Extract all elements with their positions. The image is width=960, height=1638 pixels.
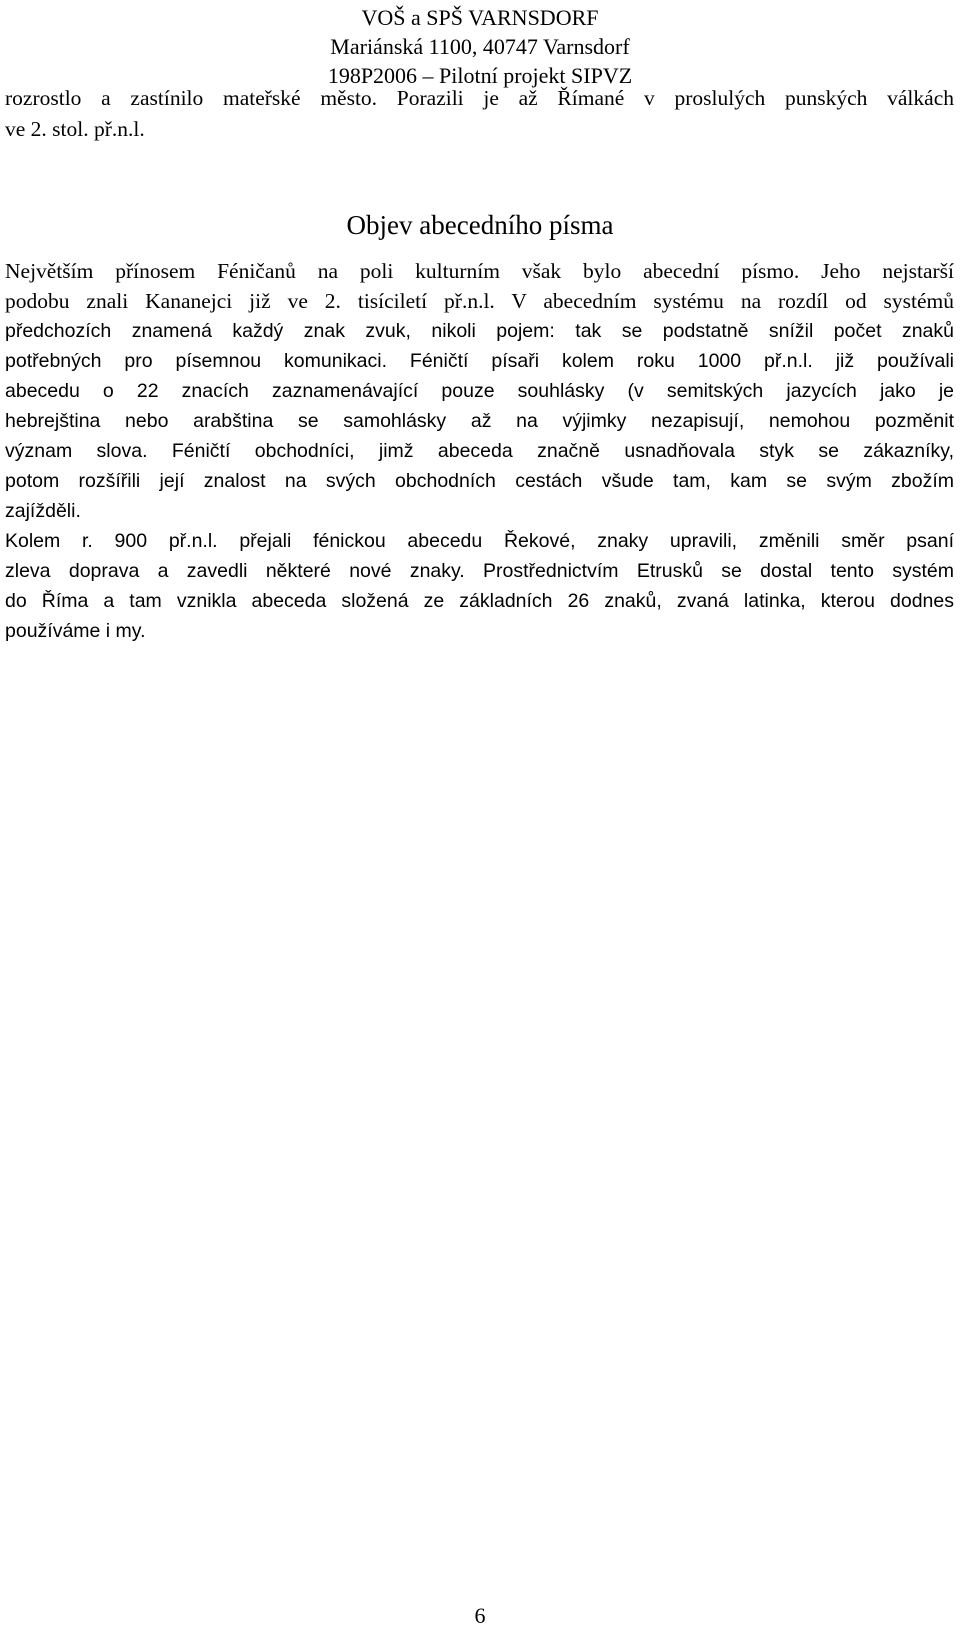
body-line: potom rozšířili její znalost na svých obchodních cestách všude tam, kam se svým zbožím (5, 470, 954, 492)
body-line: Kolem r. 900 př.n.l. přejali fénickou abecedu Řekové, znaky upravili, změnili směr psaní (5, 530, 954, 552)
header-address: Mariánská 1100, 40747 Varnsdorf (330, 34, 630, 59)
body-line: abecedu o 22 znacích zaznamenávající pouze souhlásky (v semitských jazycích jako je (5, 380, 954, 402)
header-school-name: VOŠ a SPŠ VARNSDORF (361, 5, 599, 30)
body-line: Největším přínosem Féničanů na poli kulturním však bylo abecední písmo. Jeho nejstarší (5, 259, 954, 283)
body-line: používáme i my. (5, 620, 146, 642)
intro-line: rozrostlo a zastínilo mateřské město. Porazili je až Římané v proslulých punských válkách (5, 86, 954, 110)
body-line: zajížděli. (5, 500, 81, 522)
body-line: hebrejština nebo arabština se samohlásky až na výjimky nezapisují, nemohou pozměnit (5, 410, 954, 432)
section-heading: Objev abecedního písma (346, 210, 614, 240)
intro-line: ve 2. stol. př.n.l. (5, 117, 145, 141)
header-project: 198P2006 – Pilotní projekt SIPVZ (327, 63, 633, 88)
body-line: zleva doprava a zavedli některé nové znaky. Prostřednictvím Etrusků se dostal tento systém (5, 560, 954, 582)
body-line: potřebných pro písemnou komunikaci. Féničtí písaři kolem roku 1000 př.n.l. již používali (5, 350, 954, 372)
body-line: předchozích znamená každý znak zvuk, nikoli pojem: tak se podstatně snížil počet znaků (5, 320, 954, 342)
page-number: 6 (474, 1603, 486, 1628)
body-line: do Říma a tam vznikla abeceda složená ze základních 26 znaků, zvaná latinka, kterou dodnes (5, 590, 954, 612)
body-line: podobu znali Kananejci již ve 2. tisíciletí př.n.l. V abecedním systému na rozdíl od systémů (5, 289, 954, 313)
body-line: význam slova. Féničtí obchodníci, jimž abeceda značně usnadňovala styk se zákazníky, (5, 440, 954, 462)
